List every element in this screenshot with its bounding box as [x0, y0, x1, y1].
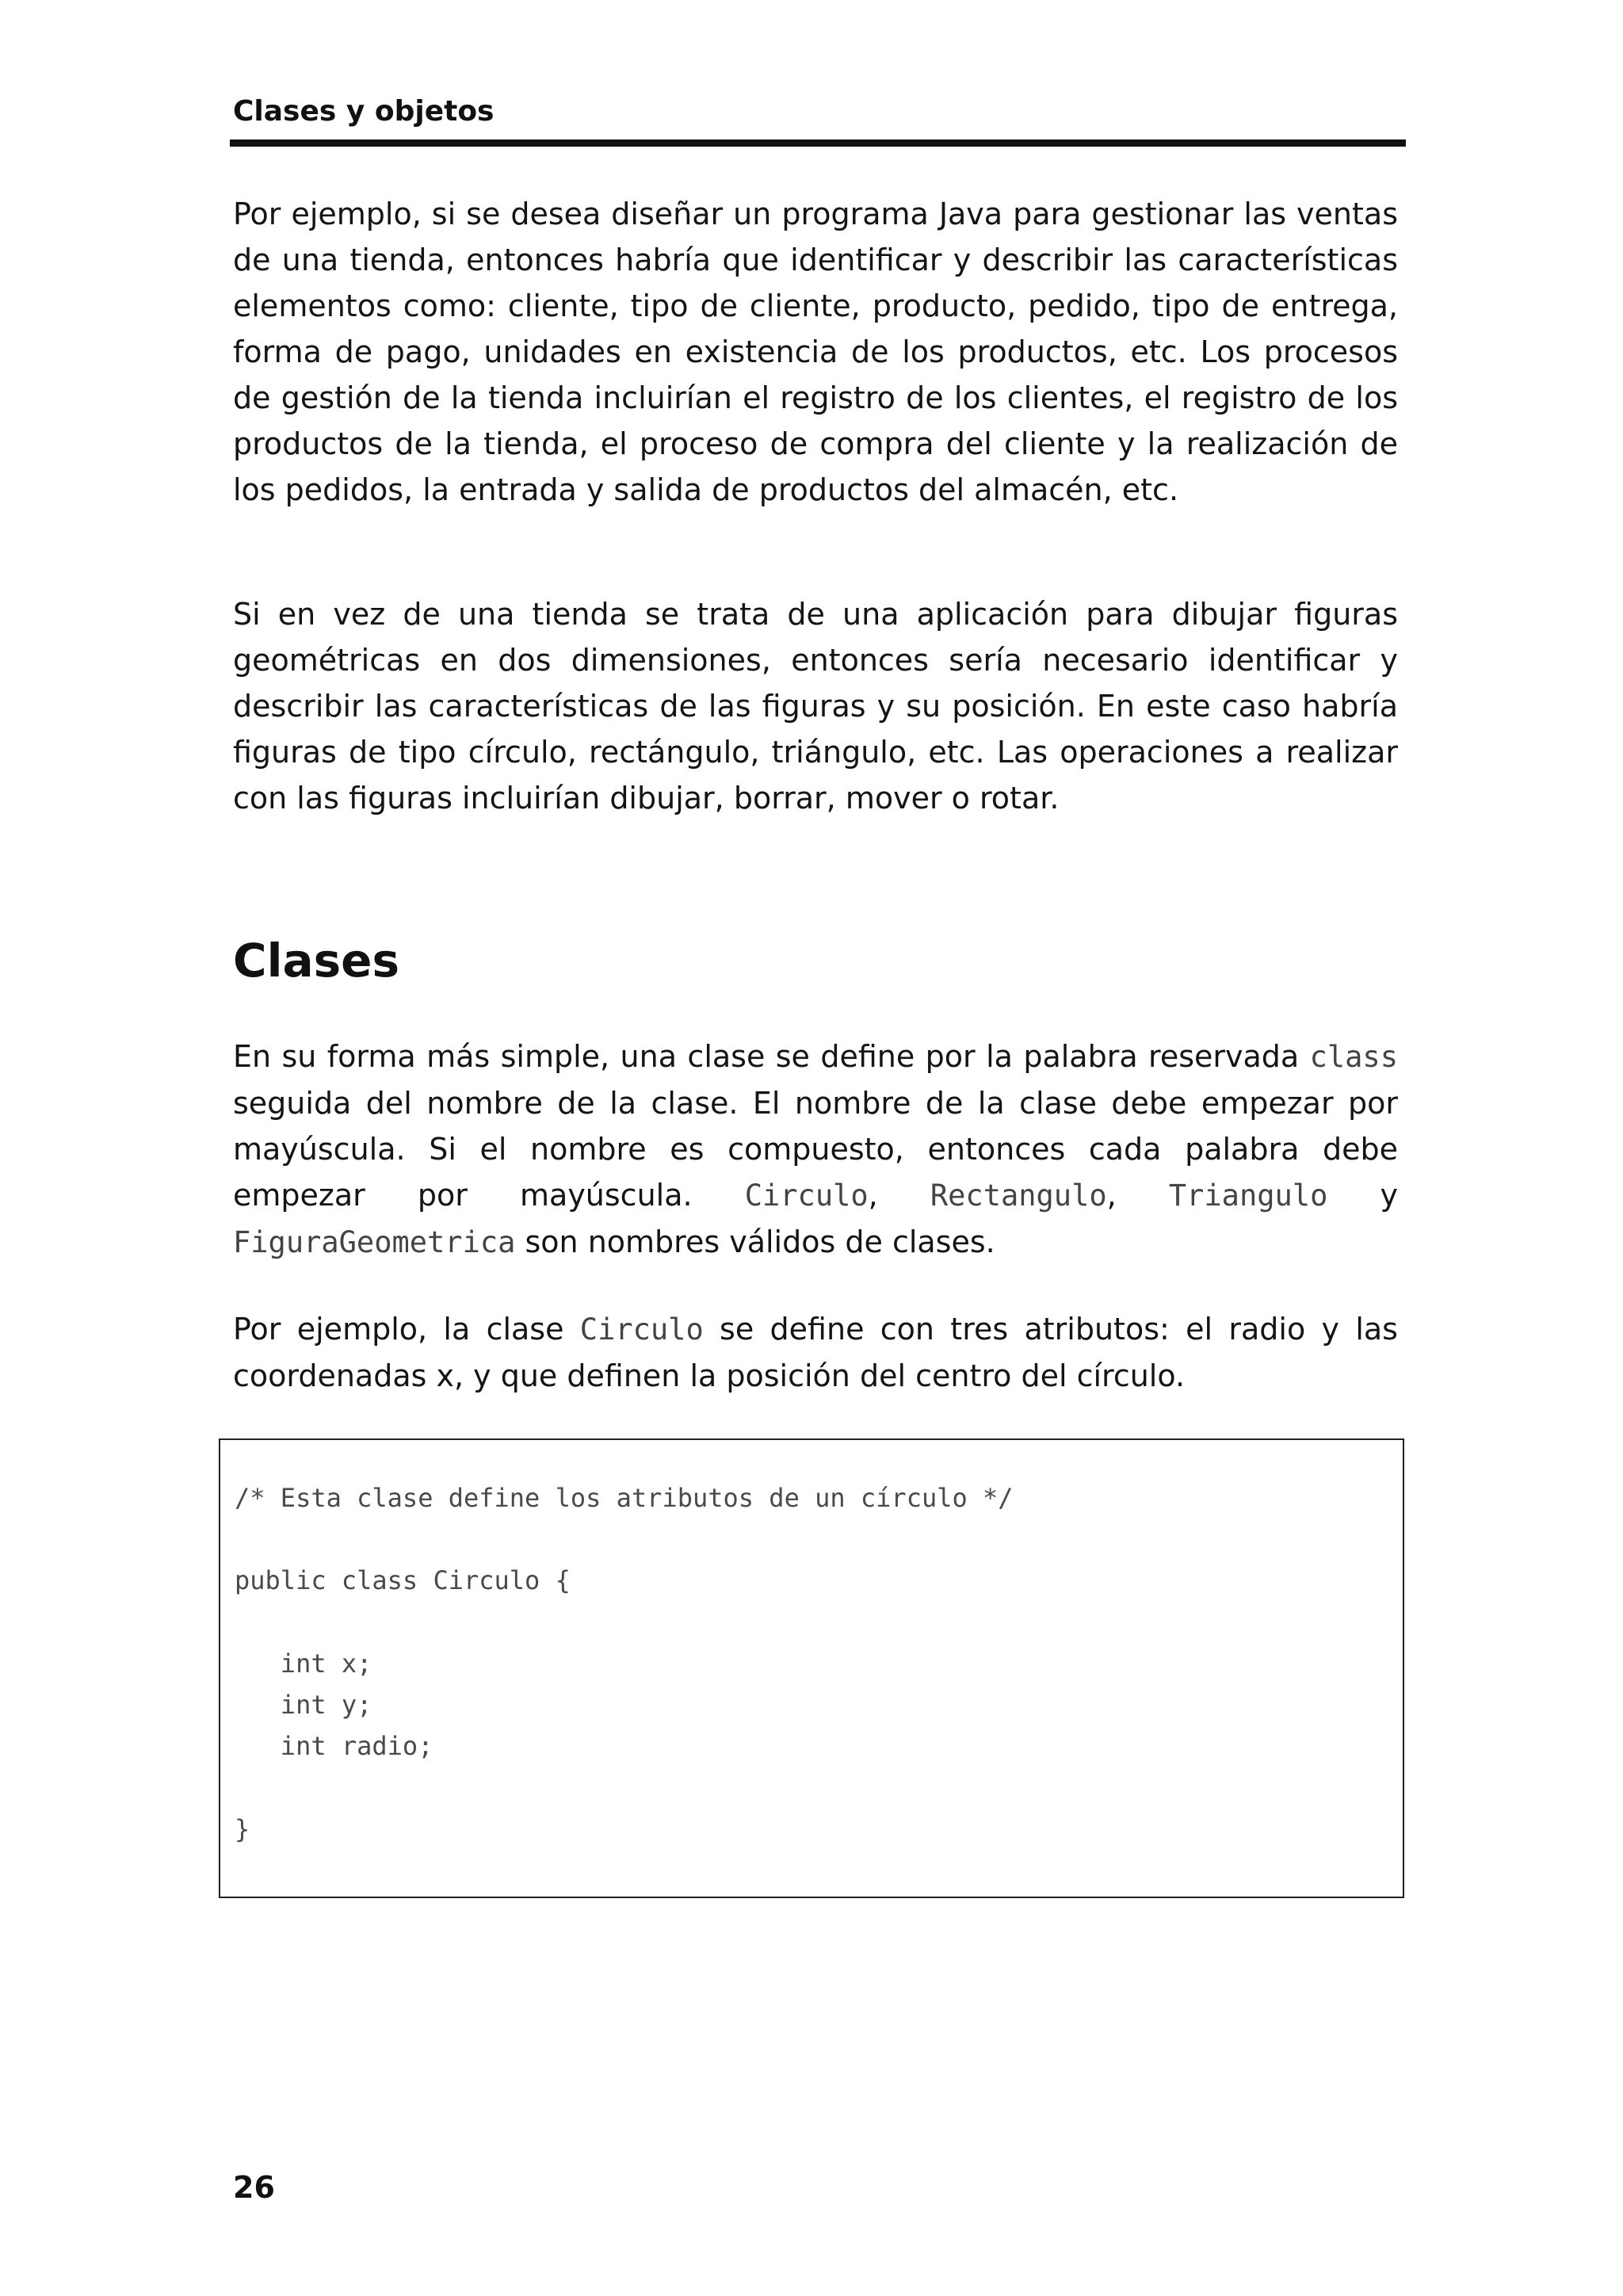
paragraph-1: Por ejemplo, si se desea diseñar un programa Java para gestionar las ventas de una tienda, entonces habría que identificar y describir las características elementos como: cliente, tipo de cliente, producto, pedido, tipo de entrega, forma de pago, unidades en existencia de los productos, etc. Los procesos de gestión de la tienda incluirían el registro de los clientes, el registro de los productos de la tienda, el proceso de compra del cliente y la realización de los pedidos, la entrada y salida de productos del almacén, etc. — [233, 197, 1398, 507]
paragraph-4 — [233, 1306, 1398, 1399]
class-name-circulo: Circulo — [744, 1179, 869, 1213]
paragraph-3-text-5: y — [1327, 1178, 1398, 1213]
paragraph-3-text-4: , — [1106, 1178, 1169, 1213]
paragraph-3 — [233, 1033, 1398, 1266]
code-field-y: int y; — [235, 1690, 372, 1720]
paragraph-3-text-2: seguida del nombre de la clase. El nombre de la clase debe empezar por mayúscula. Si el nombre es compuesto, entonces cada palabra debe empezar por mayúscula. — [233, 1086, 1398, 1213]
page-number: 26 — [233, 2170, 275, 2205]
paragraph-3-text-1: En su forma más simple, una clase se define por la palabra reservada — [233, 1039, 1310, 1074]
code-field-radio: int radio; — [235, 1731, 433, 1761]
paragraph-2: Si en vez de una tienda se trata de una aplicación para dibujar figuras geométricas en dos dimensiones, entonces sería necesario identificar y describir las características de las figuras y su posición. En este caso habría figuras de tipo círculo, rectángulo, triángulo, etc. Las operaciones a realizar con las figuras incluirían dibujar, borrar, mover o rotar. — [233, 597, 1398, 816]
paragraph-circulo-attributes — [233, 1306, 1398, 1399]
section-title: Clases — [233, 934, 399, 988]
code-listing — [219, 1438, 1404, 1898]
paragraph-4-text-2: se define con tres atributos: el radio y las coordenadas x, y que definen la posición del centro del círculo. — [233, 1312, 1398, 1393]
class-name-rectangulo: Rectangulo — [930, 1179, 1107, 1213]
code-closing-brace: } — [235, 1814, 250, 1844]
code-field-x: int x; — [235, 1648, 372, 1679]
class-name-triangulo: Triangulo — [1168, 1179, 1328, 1213]
code-class-declaration: public class Circulo { — [235, 1565, 571, 1595]
running-header: Clases y objetos — [233, 95, 495, 128]
paragraph-3-text-6: son nombres válidos de clases. — [515, 1224, 995, 1259]
paragraph-4-text-1: Por ejemplo, la clase — [233, 1312, 580, 1347]
paragraph-geometry-example — [233, 591, 1398, 821]
keyword-class: class — [1309, 1040, 1398, 1074]
class-name-circulo-inline: Circulo — [579, 1312, 704, 1347]
class-name-figura-geometrica: FiguraGeometrica — [233, 1225, 516, 1259]
paragraph-store-example — [233, 191, 1398, 513]
paragraph-class-definition — [233, 1033, 1398, 1266]
header-rule — [230, 139, 1406, 147]
paragraph-3-text-3: , — [868, 1178, 930, 1213]
code-comment: /* Esta clase define los atributos de un círculo */ — [235, 1483, 1014, 1513]
